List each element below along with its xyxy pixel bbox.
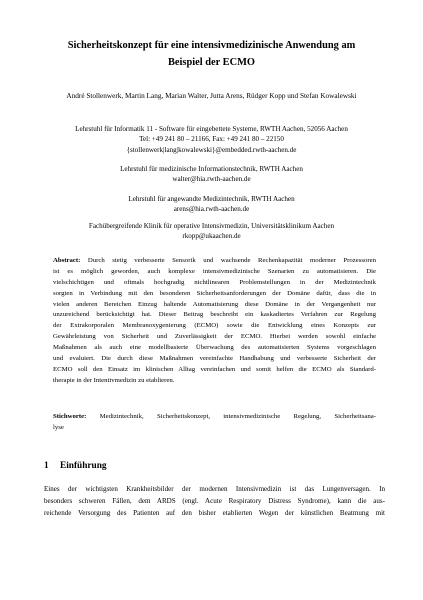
title-line-2: Beispiel der ECMO [168,56,255,68]
title-line-1: Sicherheitskonzept für eine intensivmedizinische Anwendung am [67,40,356,51]
keywords-line: Stichworte: Medizintechnik, Sicherheitskonzept, intensivmedizinische Regelung, Sicherheitsana- [53,413,376,420]
affiliation-clinic [40,221,383,242]
affiliation-line: {stollenwerk|lang|kowalewski}@embedded.rwth-aachen.de [126,145,297,154]
abstract-line: vielschichtigen und oftmals hochgradig nichtlinearen Problemstellungen in der Medizintechnik [53,278,376,286]
keywords-label: Stichworte: [53,413,87,420]
body-line: reichende Versorgung des Patienten auf den bisher etablierten Wegen der künstlichen Beatmung mit [44,508,385,517]
abstract-line: Gewährleistung von Sicherheit und Zuverlässigkeit der ECMO. Hierbei werden sowohl einfache [53,333,376,341]
abstract-line: therapie in der Intentivmedizin zu etablieren. [53,376,175,384]
keywords-block [53,412,376,434]
affiliation-line: walter@hia.rwth-aachen.de [172,175,251,184]
abstract-line: sorgten in Verbindung mit den besonderen Sicherheitsanforderungen der Domäne dafür, dass die in [53,289,376,297]
affiliation-informatik [40,124,383,155]
affiliation-line: Lehrstuhl für medizinische Informationstechnik, RWTH Aachen [120,165,303,173]
affiliation-line: Tel: +49 241 80 – 21166, Fax: +49 241 80 – 22150 [139,135,284,144]
abstract-line: ist es möglich geworden, auch komplexe intensivmedizinische Szenarien zu automatisieren. Die [53,267,376,275]
author-list: André Stollenwerk, Martin Lang, Marian Walter, Jutta Arens, Rüdger Kopp und Stefan Kowalewski [66,92,357,100]
abstract-line: vielen anderen Bereichen Einzug haltende Automatisierung diese Domäne in der Vergangenheit nur [53,300,376,308]
section-number: 1 [44,461,49,471]
abstract-line: und evaluiert. Die durch diese Maßnahmen vereinfachte Handhabung und verbesserte Sicherheit der [53,355,376,363]
abstract-line: der Extrakorporalen Membranoxygenierung (ECMO) sowie die Entwicklung eines Konzepts zur [53,322,376,330]
abstract-line: Abstract: Durch stetig verbesserte Sensorik und wachsende Rechenkapazität moderner Prozessoren [53,257,376,264]
section-heading [44,460,107,472]
affiliation-line: Fachübergreifende Klinik für operative Intensivmedizin, Universitätsklinikum Aachen [88,222,335,230]
paper-title [40,38,383,71]
affiliation-med-it [40,164,383,185]
body-line: Eines der wichtigsten Krankheitsbilder der modernen Intensivmedizin ist das Lungenversagen. In [44,485,385,493]
affiliation-line: arens@hia.rwth-aachen.de [173,205,250,214]
affiliation-applied-med [40,194,383,215]
affiliation-line: rkopp@ukaachen.de [182,232,241,241]
abstract-block [53,256,376,387]
affiliation-line: Lehrstuhl für angewandte Medizintechnik, RWTH Aachen [128,195,295,203]
abstract-line: ECMO soll den Einsatz im klinischen Alltag vereinfachen und somit helfen die ECMO als Standard- [53,365,376,373]
affiliation-line: Lehrstuhl für Informatik 11 - Software für eingebettete Systeme, RWTH Aachen, 52056 Aachen [75,125,348,133]
section-title: Einführung [60,461,107,471]
body-line: besonders schweren Fällen, dem ARDS (engl. Acute Respiratory Distress Syndrome), kann die aus- [44,496,385,505]
abstract-label: Abstract: [53,257,81,264]
abstract-line: unzureichend berücksichtigt hat. Dieser Beitrag beschreibt ein kaskadiertes Verfahren zur Regelung [53,311,376,319]
abstract-line: Maßnahmen als auch eine modellbasierte Überwachung des automatisierten Systems vorgeschlagen [53,344,376,352]
keywords-line: lyse [53,423,64,431]
body-paragraph [44,484,385,519]
